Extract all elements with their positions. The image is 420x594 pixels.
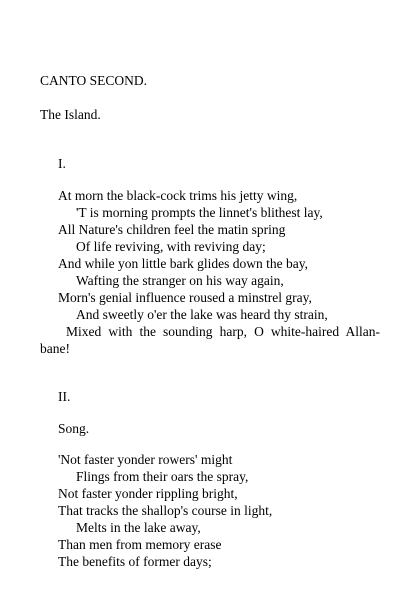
stanza-1-line-10: bane! <box>40 341 70 356</box>
canto-subtitle: The Island. <box>40 107 101 122</box>
stanza-1-line-6: Wafting the stranger on his way again, <box>76 273 284 288</box>
stanza-2-line-7: The benefits of former days; <box>58 554 212 569</box>
stanza-1-line-3: All Nature's children feel the matin spring <box>58 222 286 237</box>
stanza-1-line-8: And sweetly o'er the lake was heard thy strain, <box>76 307 328 322</box>
stanza-2-line-5: Melts in the lake away, <box>76 520 201 535</box>
stanza-2-heading: Song. <box>58 421 90 436</box>
stanza-2-line-3: Not faster yonder rippling bright, <box>58 486 238 501</box>
stanza-1-line-9: Mixed with the sounding harp, O white-haired Allan- <box>66 324 380 339</box>
stanza-1-line-5: And while yon little bark glides down the bay, <box>58 256 308 271</box>
stanza-1-line-1: At morn the black-cock trims his jetty wing, <box>58 188 298 203</box>
canto-title: CANTO SECOND. <box>40 73 148 88</box>
stanza-2-line-1: 'Not faster yonder rowers' might <box>58 452 233 467</box>
stanza-1-number: I. <box>58 156 66 171</box>
stanza-2-number: II. <box>58 389 71 404</box>
stanza-2-line-4: That tracks the shallop's course in light, <box>58 503 273 518</box>
stanza-2-line-6: Than men from memory erase <box>58 537 222 552</box>
stanza-1-line-4: Of life reviving, with reviving day; <box>76 239 266 254</box>
stanza-1-line-7: Morn's genial influence roused a minstrel gray, <box>58 290 312 305</box>
stanza-2-line-2: Flings from their oars the spray, <box>76 469 249 484</box>
stanza-1-line-2: 'T is morning prompts the linnet's blithest lay, <box>76 205 323 220</box>
